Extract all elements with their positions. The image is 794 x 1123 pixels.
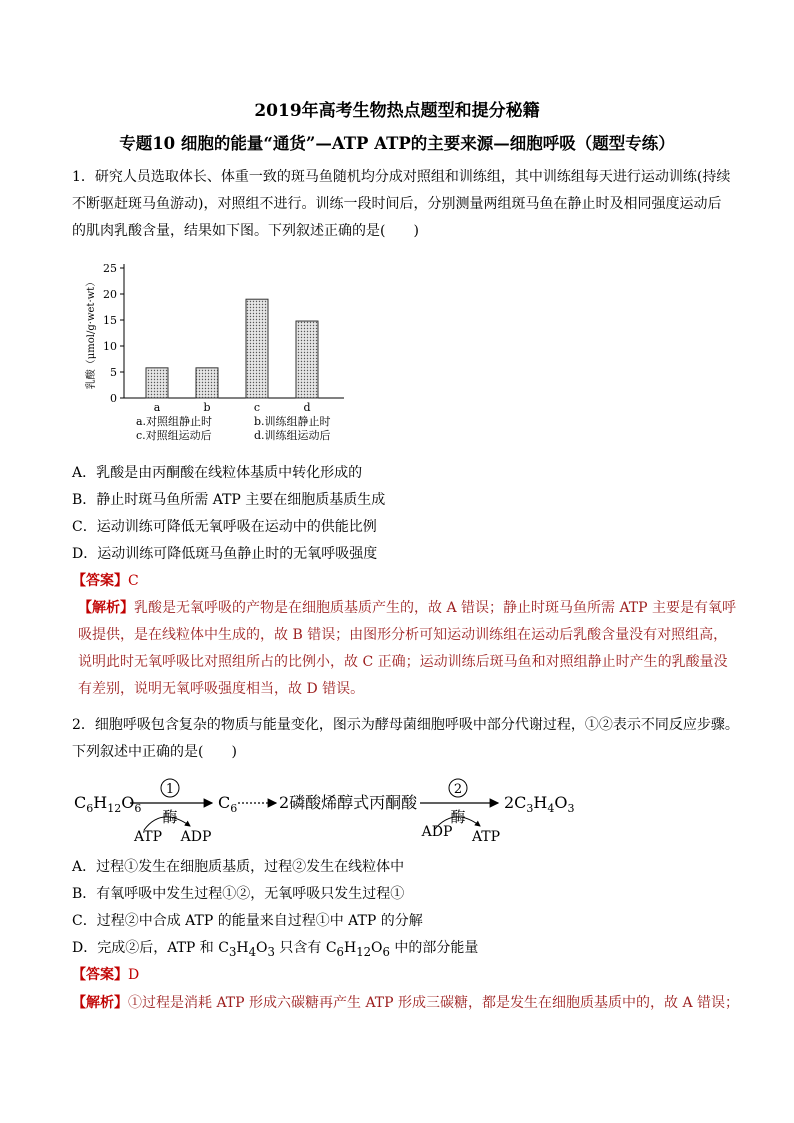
q1-explanation-text-1: 乳酸是无氧呼吸的产物是在细胞质基质产生的，故 A 错误；静止时斑马鱼所需 ATP 主要是有氧呼	[134, 600, 737, 616]
q2-explanation-line-1	[72, 992, 739, 1012]
q1-answer	[72, 570, 139, 590]
x-tick-label: a	[153, 401, 161, 414]
q2-stem-line-2: 下列叙述中正确的是( )	[72, 744, 237, 760]
y-tick-label: 20	[103, 288, 117, 301]
q1-explanation-line-2: 吸提供，是在线粒体中生成的，故 B 错误；由图形分析可知运动训练组在运动后乳酸含量没有对照组高，	[78, 627, 728, 643]
q1-explanation-line-4: 有差别，说明无氧呼吸强度相当，故 D 错误。	[78, 681, 365, 697]
q1-stem-line-1: 1．研究人员选取体长、体重一致的斑马鱼随机均分成对照组和训练组，其中训练组每天进行运动训练(持续	[72, 169, 731, 185]
q1-option-a: A．乳酸是由丙酮酸在线粒体基质中转化形成的	[72, 465, 363, 481]
step1-label: 1	[165, 782, 175, 797]
x-tick-label: c	[253, 401, 261, 414]
y-tick-label: 25	[103, 262, 117, 275]
document-subtitle: 专题10 细胞的能量“通货”—ATP ATP的主要来源—细胞呼吸（题型专练）	[119, 134, 675, 153]
step2-enzyme: 酶	[450, 808, 466, 826]
document-title: 2019年高考生物热点题型和提分秘籍	[254, 101, 540, 121]
q2-answer-value: D	[128, 967, 140, 983]
q2-explanation-text-1: ①过程是消耗 ATP 形成六碳糖再产生 ATP 形成三碳糖，都是发生在细胞质基质中的，故 A 错误；	[128, 995, 740, 1011]
step2-atp: ATP	[471, 829, 501, 845]
lactic-acid-bar-chart	[72, 252, 362, 452]
q2-option-c: C．过程②中合成 ATP 的能量来自过程①中 ATP 的分解	[72, 913, 423, 929]
q1-option-b: B．静止时斑马鱼所需 ATP 主要在细胞质基质生成	[72, 492, 386, 508]
y-tick-label: 10	[103, 340, 117, 353]
q2-option-b: B．有氧呼吸中发生过程①②，无氧呼吸只发生过程①	[72, 886, 405, 902]
step1-adp: ADP	[180, 829, 212, 845]
x-tick-label: d	[303, 401, 311, 414]
step1-atp: ATP	[133, 829, 163, 845]
y-tick-label: 0	[110, 392, 117, 405]
respiration-pathway-diagram	[72, 772, 592, 848]
y-axis-label: 乳酸（μmol/g·wet·wt）	[86, 276, 97, 390]
q1-option-d: D．运动训练可降低斑马鱼静止时的无氧呼吸强度	[72, 546, 378, 562]
q1-stem-line-2: 不断驱赶斑马鱼游动)，对照组不进行。训练一段时间后，分别测量两组斑马鱼在静止时及相同强度运动后	[72, 196, 722, 212]
q2-answer	[72, 964, 139, 984]
q2-option-a: A．过程①发生在细胞质基质，过程②发生在线粒体中	[72, 859, 405, 875]
q1-explanation-tag: 【解析】	[78, 600, 134, 616]
bar-d	[296, 321, 318, 398]
legend-entry: b.训练组静止时	[254, 415, 331, 428]
q2-answer-tag: 【答案】	[72, 967, 128, 983]
step1-enzyme: 酶	[162, 808, 178, 826]
legend-entry: d.训练组运动后	[254, 429, 331, 442]
glucose-formula: $C_6H_{12}O_6$	[74, 793, 142, 815]
y-tick-label: 15	[103, 314, 117, 327]
pep-compound: 2磷酸烯醇式丙酮酸	[279, 793, 418, 812]
step2-label: 2	[453, 782, 463, 797]
step2-adp: ADP	[421, 824, 453, 840]
bar-a	[146, 368, 168, 398]
x-tick-label: b	[203, 401, 211, 414]
c6-intermediate: $C_6$	[218, 793, 238, 815]
pyruvate-product: $2C_3H_4O_3$	[504, 793, 575, 815]
q1-answer-value: C	[128, 573, 139, 589]
q1-explanation-line-3: 说明此时无氧呼吸比对照组所占的比例小，故 C 正确；运动训练后斑马鱼和对照组静止时产生的乳酸量没	[78, 654, 728, 670]
q1-answer-tag: 【答案】	[72, 573, 128, 589]
q2-option-d: D．完成②后，ATP 和 $C_3H_4O_3$ 只含有 $C_6H_{12}O_6$ 中的部分能量	[72, 940, 479, 959]
legend-entry: c.对照组运动后	[136, 429, 212, 442]
q1-stem-line-3: 的肌肉乳酸含量，结果如下图。下列叙述正确的是( )	[72, 223, 419, 239]
y-tick-label: 5	[110, 366, 117, 379]
q1-explanation-line-1	[78, 597, 736, 617]
q2-explanation-tag: 【解析】	[72, 995, 128, 1011]
legend-entry: a.对照组静止时	[136, 415, 213, 428]
bar-b	[196, 368, 218, 398]
q2-stem-line-1: 2．细胞呼吸包含复杂的物质与能量变化，图示为酵母菌细胞呼吸中部分代谢过程，①②表示不同反应步骤。	[72, 717, 739, 733]
bar-c	[246, 299, 268, 398]
q1-option-c: C．运动训练可降低无氧呼吸在运动中的供能比例	[72, 519, 377, 535]
